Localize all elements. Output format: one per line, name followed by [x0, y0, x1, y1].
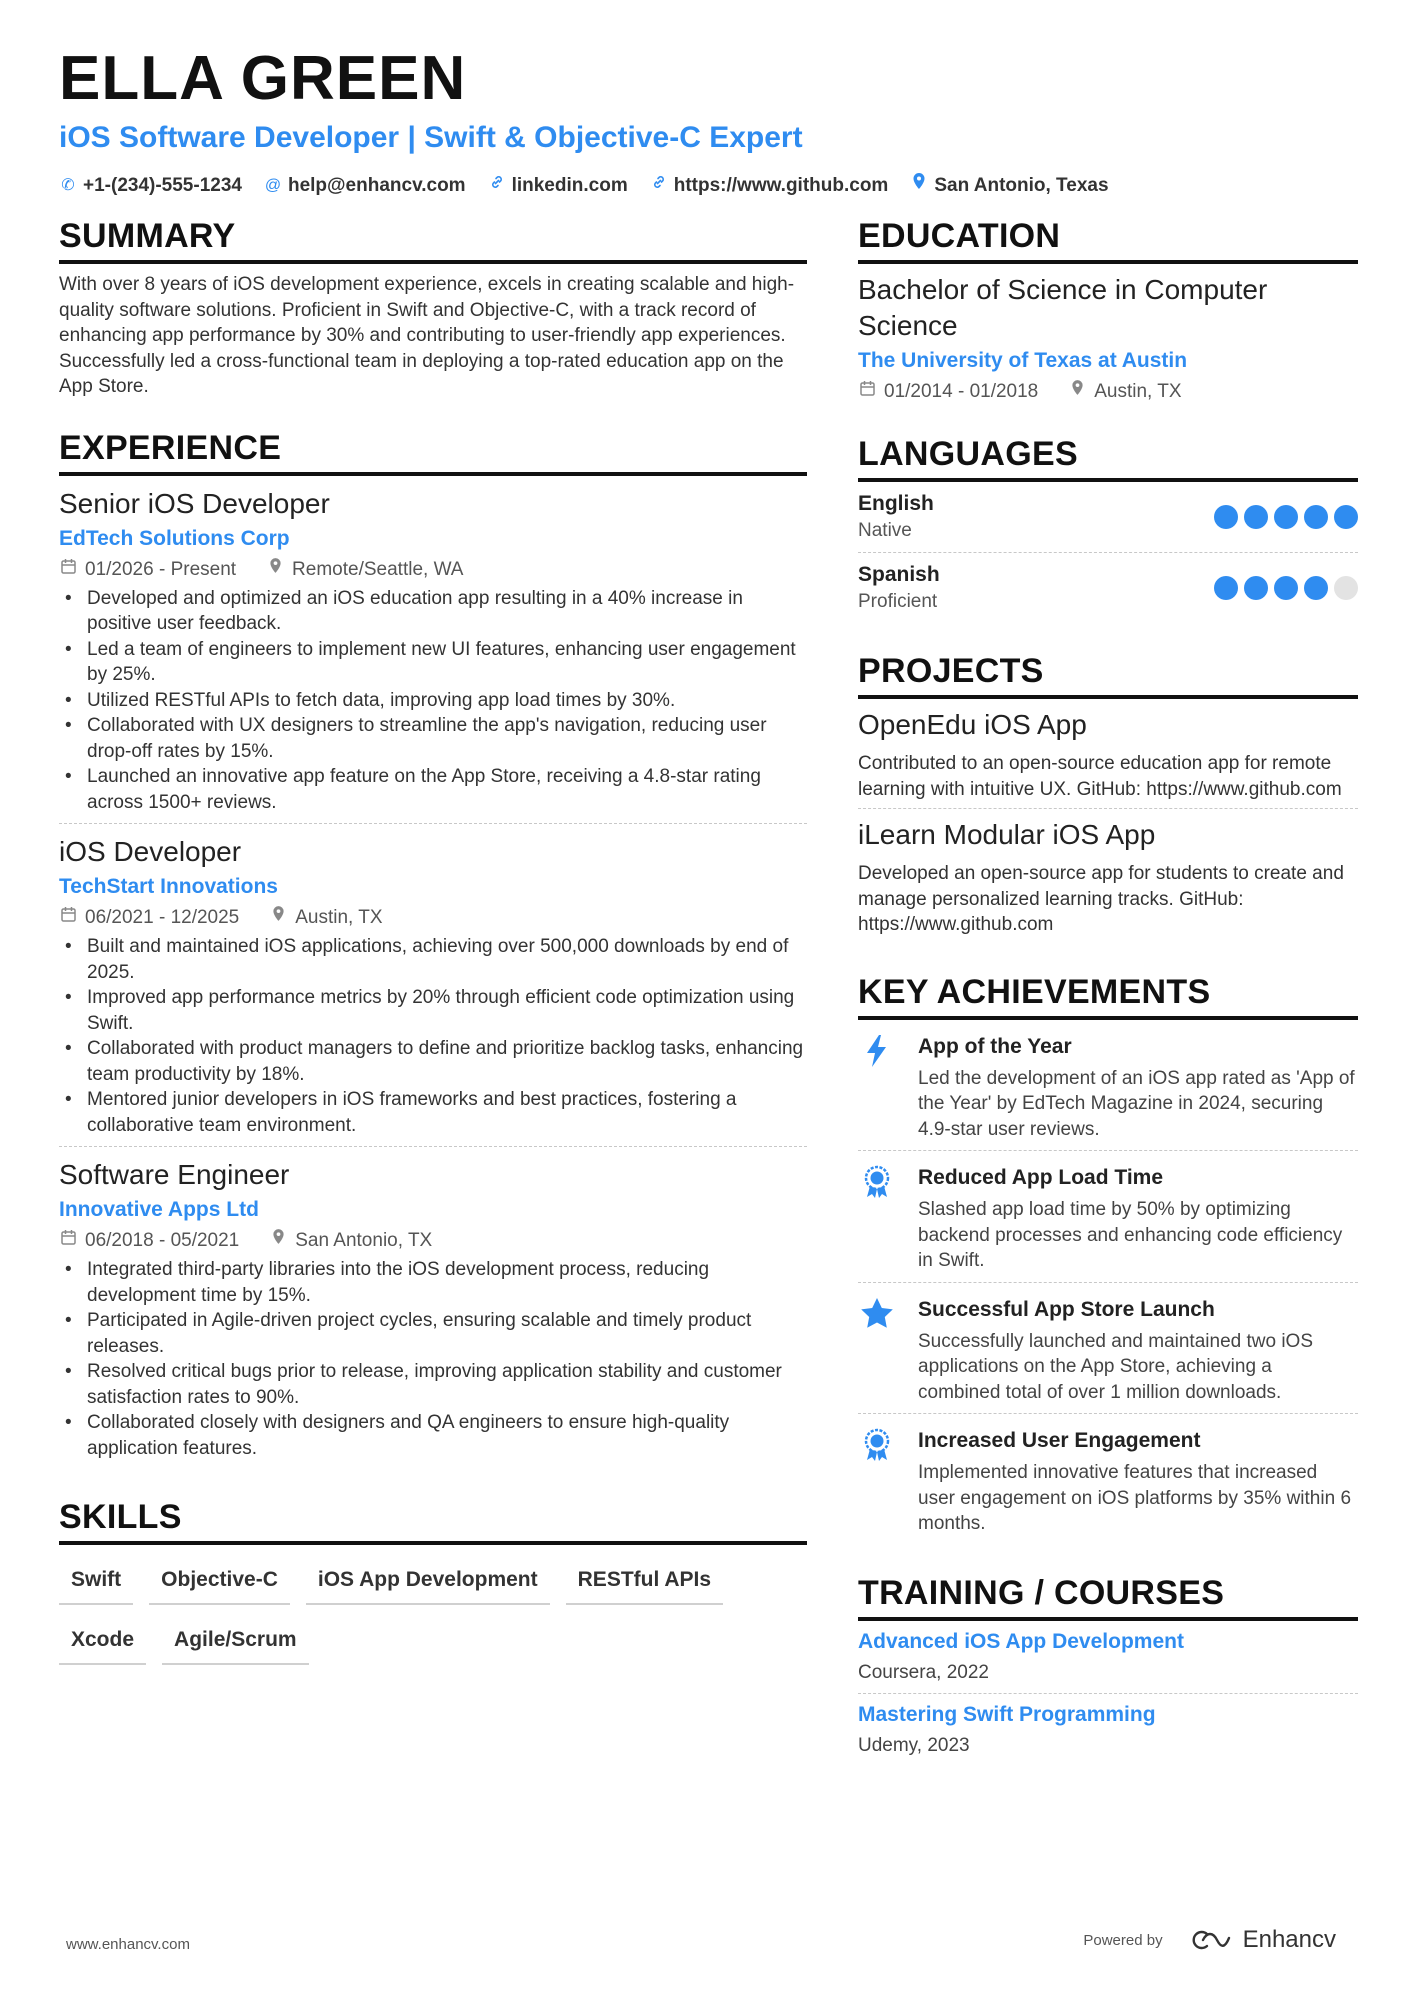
- section-title-summary: SUMMARY: [59, 214, 807, 264]
- job-meta: [59, 1227, 807, 1255]
- section-title-education: EDUCATION: [858, 214, 1358, 264]
- project-description: Contributed to an open-source education app for remote learning with intuitive UX. GitHub: https://www.github.com: [858, 753, 1342, 800]
- course-title: Advanced iOS App Development: [858, 1629, 1184, 1653]
- resume-header: [59, 44, 1359, 199]
- section-title-achievements: KEY ACHIEVEMENTS: [858, 970, 1358, 1020]
- contact-email[interactable]: [264, 172, 466, 199]
- lightning-bolt-icon: [858, 1032, 896, 1143]
- job-dates-text: 06/2018 - 05/2021: [85, 1230, 240, 1251]
- language-entry: [858, 553, 1358, 623]
- bullet-item: • Collaborated closely with designers and QA engineers to ensure high-quality application features.: [59, 1410, 807, 1461]
- job-location: [266, 556, 463, 584]
- contact-linkedin[interactable]: [488, 172, 628, 199]
- proficiency-dot-filled: [1304, 505, 1328, 529]
- job-meta: [59, 556, 807, 584]
- enhancv-logo-icon: [1189, 1928, 1233, 1952]
- github-text: https://www.github.com: [673, 174, 889, 196]
- project-title: OpenEdu iOS App: [858, 709, 1087, 740]
- linkedin-text: linkedin.com: [511, 174, 628, 196]
- language-level: Native: [858, 520, 912, 541]
- award-ribbon-icon: [858, 1163, 896, 1274]
- link-icon: [488, 173, 506, 199]
- bullet-item: • Mentored junior developers in iOS frameworks and best practices, fostering a collaborative team environment.: [59, 1087, 807, 1138]
- proficiency-dot-filled: [1244, 576, 1268, 600]
- enhancv-logo[interactable]: [1189, 1926, 1336, 1954]
- school-name: The University of Texas at Austin: [858, 349, 1188, 372]
- achievement-entry: [858, 1283, 1358, 1415]
- course-entry: [858, 1621, 1358, 1694]
- section-title-experience: EXPERIENCE: [59, 426, 807, 476]
- job-bullets: [59, 586, 807, 816]
- bullet-item: • Utilized RESTful APIs to fetch data, improving app load times by 30%.: [59, 688, 807, 714]
- map-pin-icon: [269, 1227, 287, 1255]
- award-ribbon-icon: [858, 1426, 896, 1537]
- job-dates-text: 06/2021 - 12/2025: [85, 907, 240, 928]
- star-icon: [858, 1295, 896, 1406]
- company-name: EdTech Solutions Corp: [59, 526, 290, 550]
- bullet-item: • Improved app performance metrics by 20% through efficient code optimization using Swift.: [59, 985, 807, 1036]
- location-text: San Antonio, Texas: [934, 174, 1109, 196]
- calendar-icon: [59, 556, 77, 584]
- contact-phone[interactable]: [59, 172, 242, 199]
- candidate-name: ELLA GREEN: [59, 44, 467, 113]
- job-entry: [59, 824, 807, 1147]
- course-provider: Udemy, 2023: [858, 1734, 970, 1756]
- achievement-description: Implemented innovative features that increased user engagement on iOS platforms by 35% within 6 months.: [918, 1462, 1352, 1534]
- course-entry: [858, 1694, 1358, 1766]
- bullet-item: • Participated in Agile-driven project cycles, ensuring scalable and timely product releases.: [59, 1308, 807, 1359]
- job-entry: [59, 1147, 807, 1469]
- at-sign-icon: @: [264, 176, 282, 194]
- education-dates-text: 01/2014 - 01/2018: [884, 381, 1039, 402]
- achievement-description: Slashed app load time by 50% by optimizing backend processes and enhancing code efficiency in Swift.: [918, 1199, 1343, 1271]
- achievement-description: Led the development of an iOS app rated as 'App of the Year' by EdTech Magazine in 2024, securing 4.9-star user reviews.: [918, 1067, 1355, 1140]
- course-title: Mastering Swift Programming: [858, 1702, 1156, 1726]
- job-bullets: [59, 934, 807, 1138]
- calendar-icon: [858, 378, 876, 406]
- bullet-item: • Launched an innovative app feature on the App Store, receiving a 4.8-star rating across 1500+ reviews.: [59, 764, 807, 815]
- proficiency-dot-filled: [1274, 505, 1298, 529]
- language-entry: [858, 482, 1358, 553]
- job-dates: [59, 1227, 239, 1255]
- skill-tag: RESTful APIs: [566, 1559, 723, 1605]
- phone-icon: ✆: [61, 176, 75, 194]
- contact-bar: [59, 172, 1359, 199]
- bullet-item: • Developed and optimized an iOS education app resulting in a 40% increase in positive user feedback.: [59, 586, 807, 637]
- skill-tag: Objective-C: [149, 1559, 290, 1605]
- education-section: [858, 214, 1358, 406]
- job-location-text: San Antonio, TX: [295, 1230, 433, 1251]
- job-location: [269, 1227, 432, 1255]
- bullet-item: • Led a team of engineers to implement new UI features, enhancing user engagement by 25%.: [59, 637, 807, 688]
- contact-github[interactable]: [650, 172, 889, 199]
- bullet-item: • Resolved critical bugs prior to release, improving application stability and customer satisfaction rates to 90%.: [59, 1359, 807, 1410]
- job-title: iOS Developer: [59, 836, 242, 867]
- proficiency-dots: [1214, 505, 1358, 529]
- company-name: Innovative Apps Ltd: [59, 1198, 259, 1221]
- job-meta: [59, 904, 807, 932]
- email-text: help@enhancv.com: [287, 174, 466, 196]
- job-title: Software Engineer: [59, 1159, 290, 1190]
- map-pin-icon: [1068, 378, 1086, 406]
- degree-title: Bachelor of Science in Computer Science: [858, 274, 1268, 341]
- project-title: iLearn Modular iOS App: [858, 819, 1156, 850]
- project-entry: [858, 809, 1358, 944]
- map-pin-icon: [266, 556, 284, 584]
- phone-text: +1-(234)-555-1234: [83, 174, 242, 196]
- proficiency-dot-filled: [1214, 505, 1238, 529]
- section-title-training: TRAINING / COURSES: [858, 1571, 1358, 1621]
- powered-by-text: Powered by: [1083, 1931, 1163, 1949]
- education-location-text: Austin, TX: [1094, 381, 1182, 402]
- training-section: [858, 1571, 1358, 1766]
- job-bullets: [59, 1257, 807, 1461]
- section-title-projects: PROJECTS: [858, 649, 1358, 699]
- proficiency-dot-filled: [1274, 576, 1298, 600]
- brand-name: Enhancv: [1242, 1926, 1336, 1953]
- achievement-title: Successful App Store Launch: [918, 1297, 1215, 1321]
- candidate-headline: iOS Software Developer | Swift & Objective-C Expert: [59, 121, 803, 154]
- achievement-title: Increased User Engagement: [918, 1429, 1201, 1452]
- proficiency-dot-filled: [1244, 505, 1268, 529]
- achievement-title: App of the Year: [918, 1034, 1072, 1058]
- bullet-item: • Integrated third-party libraries into the iOS development process, reducing development time by 15%.: [59, 1257, 807, 1308]
- language-name: English: [858, 492, 934, 515]
- company-name: TechStart Innovations: [59, 875, 278, 898]
- contact-location: [910, 172, 1108, 199]
- proficiency-dots: [1214, 576, 1358, 600]
- projects-section: [858, 649, 1358, 944]
- achievement-entry: [858, 1020, 1358, 1152]
- job-dates-text: 01/2026 - Present: [85, 558, 237, 580]
- left-column: [59, 214, 807, 1691]
- calendar-icon: [59, 904, 77, 932]
- proficiency-dot-filled: [1334, 505, 1358, 529]
- project-entry: [858, 699, 1358, 809]
- job-title: Senior iOS Developer: [59, 487, 330, 519]
- proficiency-dot-empty: [1334, 576, 1358, 600]
- languages-section: [858, 432, 1358, 623]
- skill-tag: Swift: [59, 1559, 133, 1605]
- skill-tag: Xcode: [59, 1619, 146, 1665]
- achievement-description: Successfully launched and maintained two iOS applications on the App Store, achieving a combined total of over 1 million downloads.: [918, 1330, 1314, 1403]
- summary-text: With over 8 years of iOS development experience, excels in creating scalable and high-quality software solutions. Proficient in Swift and Objective-C, with a track record of enhancing app performance by 30% and contributing to user-friendly app experiences. Successfully led a cross-functional team in deploying a top-rated education app on the App Store.: [59, 274, 795, 397]
- job-dates: [59, 904, 239, 932]
- language-level: Proficient: [858, 591, 938, 612]
- bullet-item: • Collaborated with UX designers to streamline the app's navigation, reducing user drop-off rates by 15%.: [59, 713, 807, 764]
- job-location-text: Remote/Seattle, WA: [292, 558, 464, 580]
- job-dates: [59, 556, 236, 584]
- education-location: [1068, 378, 1181, 406]
- bullet-item: • Built and maintained iOS applications, achieving over 500,000 downloads by end of 2025.: [59, 934, 807, 985]
- achievement-entry: [858, 1151, 1358, 1283]
- job-entry: [59, 476, 807, 825]
- summary-section: [59, 214, 807, 400]
- proficiency-dot-filled: [1214, 576, 1238, 600]
- footer-branding: [1083, 1926, 1336, 1954]
- education-meta: [858, 378, 1358, 406]
- achievement-entry: [858, 1414, 1358, 1545]
- job-location-text: Austin, TX: [295, 907, 383, 928]
- link-icon: [650, 173, 668, 199]
- skills-section: [59, 1495, 807, 1665]
- bullet-item: • Collaborated with product managers to define and prioritize backlog tasks, enhancing team productivity by 18%.: [59, 1036, 807, 1087]
- map-pin-icon: [910, 172, 928, 199]
- footer-website[interactable]: www.enhancv.com: [66, 1936, 190, 1953]
- course-provider: Coursera, 2022: [858, 1661, 989, 1683]
- education-dates: [858, 378, 1038, 406]
- map-pin-icon: [269, 904, 287, 932]
- skill-tag: Agile/Scrum: [162, 1619, 309, 1665]
- job-location: [269, 904, 382, 932]
- achievement-title: Reduced App Load Time: [918, 1166, 1164, 1189]
- proficiency-dot-filled: [1304, 576, 1328, 600]
- section-title-skills: SKILLS: [59, 1495, 807, 1545]
- achievements-section: [858, 970, 1358, 1545]
- calendar-icon: [59, 1227, 77, 1255]
- experience-section: [59, 426, 807, 1470]
- skills-list: [59, 1559, 807, 1665]
- project-description: Developed an open-source app for students to create and manage personalized learning tracks. GitHub: https://www.github.com: [858, 863, 1344, 935]
- section-title-languages: LANGUAGES: [858, 432, 1358, 482]
- language-name: Spanish: [858, 563, 940, 586]
- right-column: [858, 214, 1358, 1792]
- skill-tag: iOS App Development: [306, 1559, 550, 1605]
